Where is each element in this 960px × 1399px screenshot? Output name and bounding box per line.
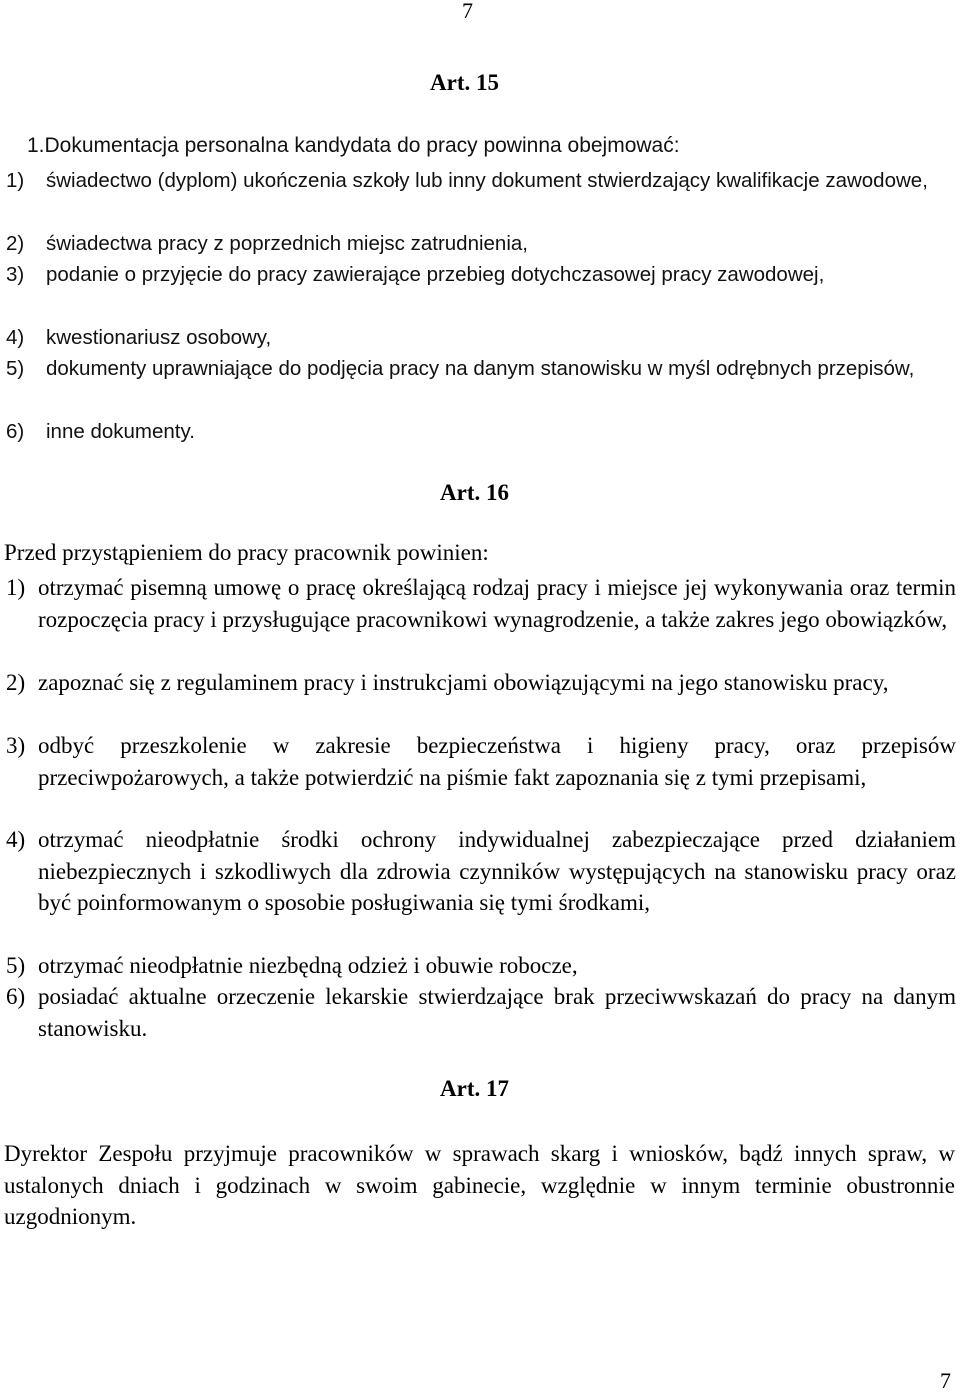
item-number: 5) [6, 357, 25, 380]
item-text: dokumenty uprawniające do podjęcia pracy na danym stanowisku w myśl odrębnych przepisów, [46, 357, 915, 380]
item-text: świadectwo (dyplom) ukończenia szkoły lub inny dokument stwierdzający kwalifikacje zawodowe, [46, 169, 928, 192]
art15-item-5 [6, 353, 956, 384]
art15-item-3 [6, 259, 956, 290]
item-number: 4) [6, 326, 25, 349]
art16-item-1 [6, 572, 956, 635]
art15-item-6 [6, 416, 956, 447]
art16-item-3 [6, 730, 956, 793]
art16-intro: Przed przystąpieniem do pracy pracownik powinien: [4, 540, 489, 565]
art15-item-4 [6, 322, 956, 353]
item-text: otrzymać nieodpłatnie niezbędną odzież i obuwie robocze, [38, 953, 578, 978]
art17-heading: Art. 17 [440, 1076, 509, 1101]
art16-item-4 [6, 824, 956, 919]
page-number-top: 7 [462, 0, 473, 23]
item-number: 1) [6, 575, 26, 600]
art16-item-2 [6, 667, 956, 699]
item-number: 4) [6, 827, 26, 852]
item-number: 2) [6, 232, 25, 255]
page-number-bottom: 7 [940, 1368, 951, 1393]
item-text: podanie o przyjęcie do pracy zawierające przebieg dotychczasowej pracy zawodowej, [46, 263, 825, 286]
item-text: zapoznać się z regulaminem pracy i instrukcjami obowiązującymi na jego stanowisku pracy, [38, 670, 889, 695]
item-number: 5) [6, 953, 26, 978]
item-number: 3) [6, 733, 26, 758]
art15-intro: 1.Dokumentacja personalna kandydata do pracy powinna obejmować: [27, 134, 680, 157]
item-text: otrzymać nieodpłatnie środki ochrony indywidualnej zabezpieczające przed działaniem niebezpiecznych i szkodliwych dla zdrowia czynników występujących na stanowisku pracy oraz być poinformowanym o sposobie posługiwania się tymi środkami, [38, 827, 956, 915]
art16-item-5 [6, 950, 956, 982]
item-text: otrzymać pisemną umowę o pracę określającą rodzaj pracy i miejsce jej wykonywania oraz termin rozpoczęcia pracy i przysługujące pracownikowi wynagrodzenie, a także zakres jego obowiązków, [38, 575, 956, 632]
art15-heading: Art. 15 [430, 70, 499, 95]
item-text: odbyć przeszkolenie w zakresie bezpieczeństwa i higieny pracy, oraz przepisów przeciwpożarowych, a także potwierdzić na piśmie fakt zapoznania się z tymi przepisami, [38, 733, 956, 790]
item-text: posiadać aktualne orzeczenie lekarskie stwierdzające brak przeciwwskazań do pracy na danym stanowisku. [38, 984, 956, 1041]
art17-text: Dyrektor Zespołu przyjmuje pracowników w sprawach skarg i wniosków, bądź innych spraw, w ustalonych dniach i godzinach w swoim gabinecie, względnie w innym terminie obustronnie uzgodnionym. [4, 1141, 955, 1229]
item-number: 1) [6, 169, 25, 192]
item-number: 3) [6, 263, 25, 286]
art16-heading: Art. 16 [440, 480, 509, 505]
item-text: kwestionariusz osobowy, [46, 326, 272, 349]
item-number: 6) [6, 984, 26, 1009]
item-number: 6) [6, 420, 25, 443]
art15-item-2 [6, 228, 956, 259]
item-text: inne dokumenty. [46, 420, 195, 443]
art15-item-1 [6, 165, 956, 196]
item-number: 2) [6, 670, 26, 695]
art16-item-6 [6, 981, 956, 1044]
item-text: świadectwa pracy z poprzednich miejsc zatrudnienia, [46, 232, 528, 255]
